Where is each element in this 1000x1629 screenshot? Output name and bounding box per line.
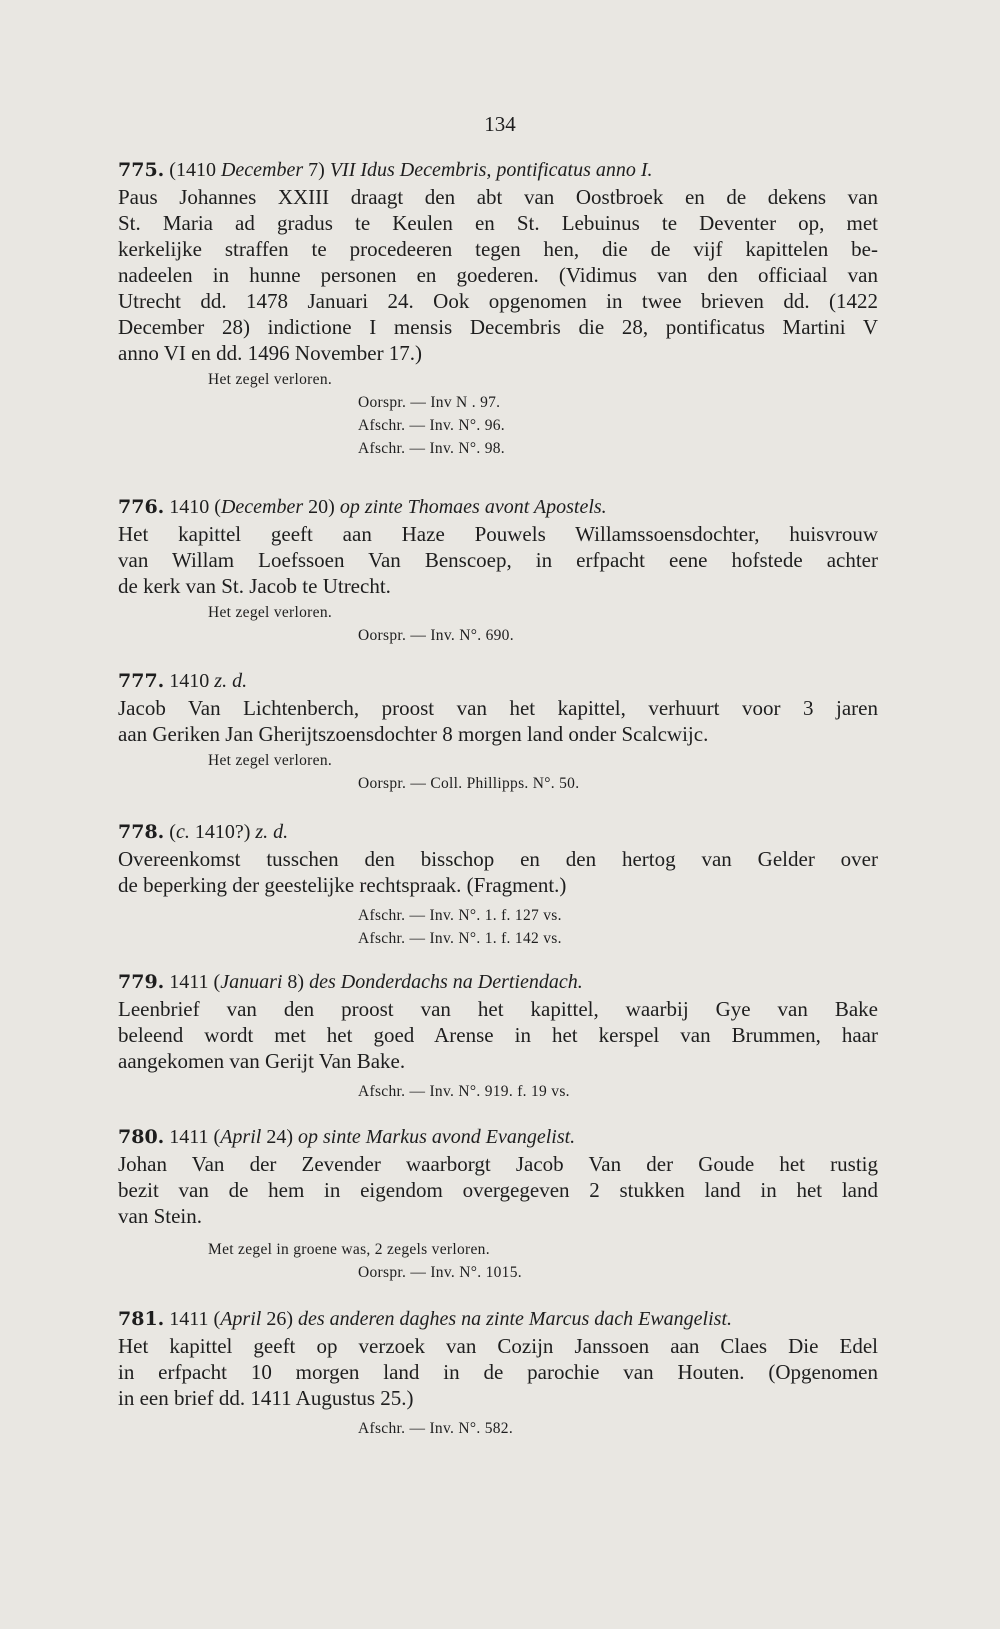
entry-body: Leenbrief van den proost van het kapittel, waarbij Gye van Bake beleend wordt met het goed Arense in het kerspel van Brummen, haar aangekomen van Gerijt Van Bake. [118,997,878,1073]
page-number: 134 [484,112,516,136]
entry-header: 777. 1410 z. d. [118,670,248,692]
entry-header: 776. 1410 (December 20) op zinte Thomaes avont Apostels. [118,496,607,518]
seal-note: Het zegel verloren. [208,371,333,388]
entry-header: 779. 1411 (Januari 8) des Donderdachs na Dertiendach. [118,971,583,993]
source-refs: Oorspr. — Inv. N°. 1015. [358,1264,522,1281]
entry-body: Het kapittel geeft op verzoek van Cozijn Janssoen aan Claes Die Edel in erfpacht 10 morgen land in de parochie van Houten. (Opgenomen in een brief dd. 1411 Augustus 25.) [118,1334,878,1410]
source-refs: Afschr. — Inv. N°. 582. [358,1420,514,1437]
source-refs: Oorspr. — Coll. Phillipps. N°. 50. [358,775,580,792]
entry-777 [118,667,878,795]
entry-number: 781. [118,1308,165,1330]
seal-note: Het zegel verloren. [208,604,333,621]
entry-776 [118,493,878,647]
seal-note: Met zegel in groene was, 2 zegels verloren. [208,1241,490,1258]
source-refs: Afschr. — Inv. N°. 1. f. 127 vs. Afschr. — Inv. N°. 1. f. 142 vs. [358,907,562,947]
entry-number: 780. [118,1126,165,1148]
entry-number: 776. [118,496,165,518]
entry-body: Johan Van der Zevender waarborgt Jacob Van der Goude het rustig bezit van de hem in eigendom overgegeven 2 stukken land in het land van Stein. [118,1152,878,1228]
entry-body: Overeenkomst tusschen den bisschop en den hertog van Gelder over de beperking der geestelijke rechtspraak. (Fragment.) [118,847,878,897]
entry-header: 778. (c. 1410?) z. d. [118,821,289,843]
entry-781 [118,1305,878,1440]
entry-header: 775. (1410 December 7) VII Idus Decembris, pontificatus anno I. [118,159,653,181]
entry-778 [118,818,878,950]
source-refs: Oorspr. — Inv N . 97. Afschr. — Inv. N°. 96. Afschr. — Inv. N°. 98. [358,394,505,457]
seal-note: Het zegel verloren. [208,752,333,769]
entry-779 [118,968,878,1103]
entry-body: Het kapittel geeft aan Haze Pouwels Willamssoensdochter, huisvrouw van Willam Loefssoen Van Benscoep, in erfpacht eene hofstede achter de kerk van St. Jacob te Utrecht. [118,522,878,598]
entry-body: Paus Johannes XXIII draagt den abt van Oostbroek en de dekens van St. Maria ad gradus te Keulen en St. Lebuinus te Deventer op, met kerkelijke straffen te procedeeren tegen hen, die de vijf kapittelen be- nadeelen in hunne personen en goederen. (Vidimus van den officiaal van Utrecht dd. 1478 Januari 24. Ook opgenomen in twee brieven dd. (1422 December 28) indictione I mensis Decembris die 28, pontificatus Martini V anno VI en dd. 1496 November 17.) [118,185,878,365]
entry-number: 778. [118,821,165,843]
source-refs: Oorspr. — Inv. N°. 690. [358,627,514,644]
entry-body: Jacob Van Lichtenberch, proost van het kapittel, verhuurt voor 3 jaren aan Geriken Jan Gherijtszoensdochter 8 morgen land onder Scalcwijc. [118,696,878,746]
entry-header: 780. 1411 (April 24) op sinte Markus avond Evangelist. [118,1126,576,1148]
entry-number: 779. [118,971,165,993]
source-refs: Afschr. — Inv. N°. 919. f. 19 vs. [358,1083,570,1100]
entry-number: 775. [118,159,165,181]
entry-780 [118,1123,878,1284]
entry-number: 777. [118,670,165,692]
entry-header: 781. 1411 (April 26) des anderen daghes na zinte Marcus dach Ewangelist. [118,1308,733,1330]
entry-775 [118,156,878,460]
